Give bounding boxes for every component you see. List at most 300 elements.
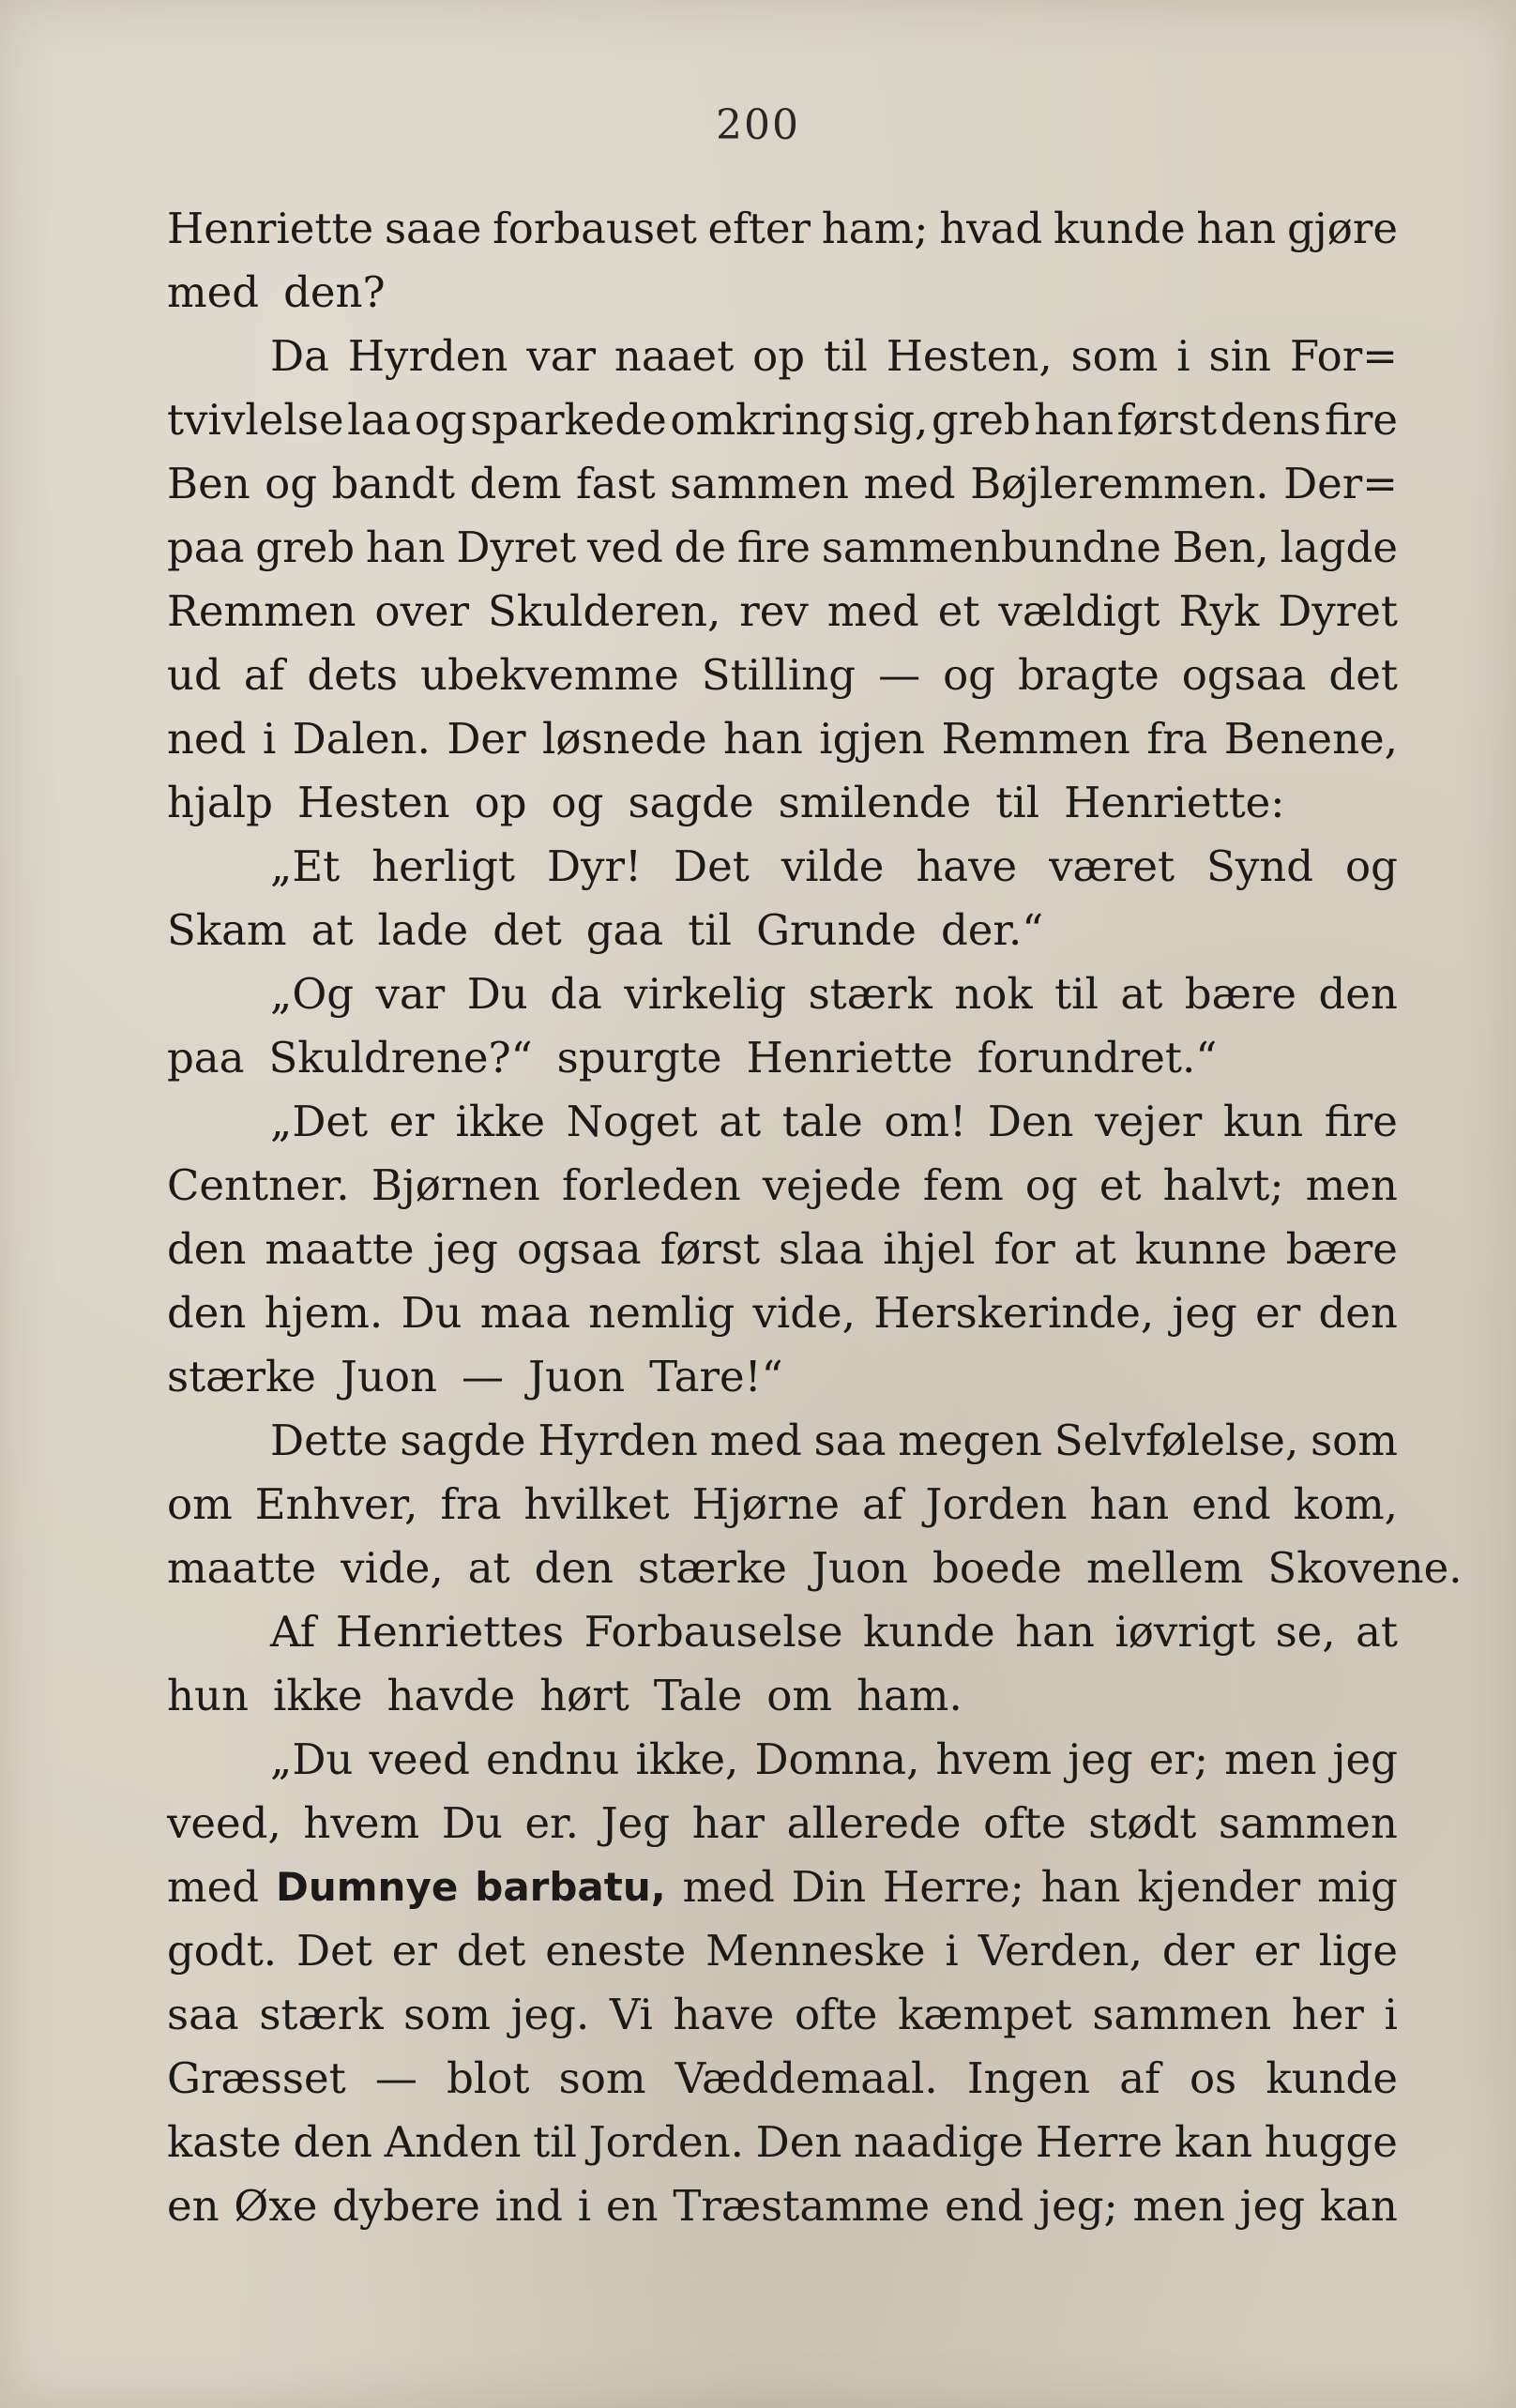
word: bragte bbox=[1018, 650, 1160, 700]
word: sparkede bbox=[470, 395, 667, 445]
word: sammen bbox=[1092, 1990, 1272, 2039]
word: først bbox=[659, 1224, 761, 1274]
word: end bbox=[944, 2181, 1024, 2231]
text-line bbox=[167, 1154, 1398, 1218]
word: Noget bbox=[566, 1097, 698, 1146]
word: ned bbox=[167, 714, 247, 764]
word: eneste bbox=[545, 1926, 687, 1976]
word: som bbox=[558, 2053, 646, 2103]
word: ofte bbox=[794, 1990, 878, 2039]
word: Ben, bbox=[1172, 522, 1269, 572]
word: Dyret bbox=[1278, 586, 1398, 636]
word: med bbox=[167, 267, 260, 317]
word: og bbox=[265, 459, 318, 508]
word: Dyret bbox=[456, 522, 577, 572]
text-line bbox=[167, 771, 1398, 835]
text-line bbox=[167, 516, 1398, 580]
word: stærk bbox=[808, 969, 932, 1019]
word: Skuldrene?“ bbox=[268, 1033, 533, 1083]
word: Det bbox=[673, 841, 750, 891]
word: Hyrden bbox=[347, 331, 508, 381]
word: stærke bbox=[638, 1543, 787, 1593]
word: sin bbox=[1208, 331, 1272, 381]
word: tvivlelse bbox=[167, 395, 344, 445]
text-line bbox=[167, 1919, 1398, 1983]
word: — bbox=[374, 2053, 417, 2103]
word: ind bbox=[494, 2181, 563, 2231]
word: kjender bbox=[1137, 1862, 1301, 1912]
word: „Og bbox=[270, 969, 355, 1019]
word: „Det bbox=[270, 1097, 369, 1146]
word: Dyr! bbox=[546, 841, 643, 891]
word: veed, bbox=[167, 1798, 281, 1848]
text-line bbox=[167, 1983, 1398, 2047]
word: i bbox=[1384, 1990, 1398, 2039]
word: — bbox=[462, 1352, 504, 1401]
word: nemlig bbox=[588, 1288, 735, 1338]
word: fire bbox=[736, 522, 811, 572]
word: et bbox=[937, 586, 980, 636]
word: Det bbox=[296, 1926, 372, 1976]
word: Tale bbox=[653, 1671, 743, 1720]
word: Den bbox=[987, 1097, 1074, 1146]
word: Græsset bbox=[167, 2053, 346, 2103]
word: til bbox=[688, 905, 733, 955]
word: veed bbox=[369, 1734, 470, 1784]
word: med bbox=[826, 586, 919, 636]
word: herligt bbox=[371, 841, 515, 891]
word: med bbox=[682, 1862, 775, 1912]
word: han bbox=[1015, 1607, 1095, 1657]
word: Du bbox=[466, 969, 528, 1019]
word: stærke bbox=[167, 1352, 316, 1401]
word: sammenbundne bbox=[821, 522, 1161, 572]
word: Verden, bbox=[978, 1926, 1143, 1976]
word: den bbox=[1318, 969, 1398, 1019]
word: Bjørnen bbox=[371, 1160, 540, 1210]
word: Øxe bbox=[234, 2181, 318, 2231]
text-line bbox=[167, 1090, 1398, 1154]
word: som bbox=[1311, 1416, 1398, 1465]
text-line bbox=[167, 1026, 1398, 1090]
word: kunde bbox=[1054, 204, 1186, 253]
word: har bbox=[691, 1798, 766, 1848]
word: maa bbox=[479, 1288, 571, 1338]
text-line bbox=[167, 899, 1398, 962]
word: Din bbox=[791, 1862, 867, 1912]
word: stærk bbox=[259, 1990, 384, 2039]
word: at bbox=[311, 905, 354, 955]
text-line bbox=[167, 2047, 1398, 2111]
word: er; bbox=[1148, 1734, 1209, 1784]
word: og bbox=[551, 778, 604, 827]
text-line bbox=[167, 1345, 1398, 1409]
word: ham; bbox=[821, 204, 929, 253]
word: Der= bbox=[1283, 459, 1398, 508]
word: Herre; bbox=[883, 1862, 1024, 1912]
text-line bbox=[167, 261, 1398, 325]
word: mig bbox=[1317, 1862, 1398, 1912]
word: Benene, bbox=[1223, 714, 1398, 764]
word: Remmen bbox=[941, 714, 1130, 764]
word: ogsaa bbox=[516, 1224, 642, 1274]
word: til bbox=[1054, 969, 1099, 1019]
word: saae bbox=[384, 204, 482, 253]
word: at bbox=[719, 1097, 762, 1146]
word: om bbox=[766, 1671, 832, 1720]
text-line bbox=[167, 1855, 1398, 1919]
word: den? bbox=[283, 267, 386, 317]
word: end bbox=[1191, 1479, 1271, 1529]
word: barbatu, bbox=[475, 1864, 666, 1910]
word: til bbox=[995, 778, 1040, 827]
word: han bbox=[1040, 1862, 1121, 1912]
word: Jorden. bbox=[588, 2117, 744, 2167]
text-line bbox=[167, 325, 1398, 388]
word: vide, bbox=[752, 1288, 856, 1338]
word: Hyrden bbox=[538, 1416, 698, 1465]
word: Skulderen, bbox=[487, 586, 721, 636]
word: iøvrigt bbox=[1114, 1607, 1256, 1657]
word: saa bbox=[813, 1416, 887, 1465]
word: kun bbox=[1222, 1097, 1304, 1146]
word: været bbox=[1049, 841, 1175, 891]
word: var bbox=[526, 331, 597, 381]
word: fast bbox=[576, 459, 656, 508]
word: Den bbox=[755, 2117, 842, 2167]
word: hugge bbox=[1264, 2117, 1398, 2167]
word: ud bbox=[167, 650, 221, 700]
word: jeg bbox=[1239, 2181, 1306, 2231]
word: og bbox=[414, 395, 467, 445]
text-line bbox=[167, 1281, 1398, 1345]
word: For= bbox=[1289, 331, 1398, 381]
word: Menneske bbox=[705, 1926, 926, 1976]
word: jeg bbox=[1172, 1288, 1237, 1338]
word: bandt bbox=[331, 459, 456, 508]
word: dybere bbox=[332, 2181, 480, 2231]
word: paa bbox=[167, 1033, 245, 1083]
word: Tare!“ bbox=[649, 1352, 783, 1401]
word: Herskerinde, bbox=[873, 1288, 1155, 1338]
text-line bbox=[167, 962, 1398, 1026]
word: hvilket bbox=[523, 1479, 670, 1529]
word: Bøjleremmen. bbox=[970, 459, 1269, 508]
word: til bbox=[533, 2117, 577, 2167]
word: mellem bbox=[1086, 1543, 1244, 1593]
word: kan bbox=[1175, 2117, 1253, 2167]
text-line bbox=[167, 1600, 1398, 1664]
word: var bbox=[375, 969, 446, 1019]
word: Herre bbox=[1035, 2117, 1163, 2167]
word: et bbox=[1099, 1160, 1142, 1210]
word: dets bbox=[307, 650, 398, 700]
word: jeg bbox=[432, 1224, 498, 1274]
word: Henriette: bbox=[1064, 778, 1285, 827]
word: gjøre bbox=[1286, 204, 1398, 253]
word: den bbox=[167, 1288, 247, 1338]
word: han bbox=[365, 522, 446, 572]
word: hvad bbox=[939, 204, 1043, 253]
word: og bbox=[943, 650, 995, 700]
word: op bbox=[474, 778, 527, 827]
word: hvem bbox=[303, 1798, 420, 1848]
word: den bbox=[293, 2117, 372, 2167]
word: han bbox=[723, 714, 803, 764]
word: smilende bbox=[778, 778, 972, 827]
word: Remmen bbox=[167, 586, 356, 636]
word: med bbox=[863, 459, 956, 508]
word: Hesten bbox=[296, 778, 450, 827]
word: om bbox=[167, 1479, 233, 1529]
word: en bbox=[605, 2181, 659, 2231]
word: gaa bbox=[585, 905, 664, 955]
word: sammen bbox=[670, 459, 850, 508]
text-line bbox=[167, 2111, 1398, 2174]
text-line bbox=[167, 644, 1398, 707]
word: spurgte bbox=[556, 1033, 722, 1083]
word: megen bbox=[898, 1416, 1042, 1465]
word: lige bbox=[1318, 1926, 1398, 1976]
word: er bbox=[1255, 1288, 1301, 1338]
word: hjalp bbox=[167, 778, 273, 827]
word: Væddemaal. bbox=[675, 2053, 938, 2103]
word: paa bbox=[167, 522, 245, 572]
word: er bbox=[1253, 1926, 1299, 1976]
word: løsnede bbox=[541, 714, 707, 764]
word: og bbox=[1345, 841, 1398, 891]
word: ved bbox=[586, 522, 663, 572]
word: Centner. bbox=[167, 1160, 350, 1210]
word: til bbox=[823, 331, 868, 381]
word: vældigt bbox=[998, 586, 1160, 636]
word: stødt bbox=[1088, 1798, 1197, 1848]
word: sig, bbox=[852, 395, 929, 445]
word: jeg bbox=[1332, 1734, 1398, 1784]
word: efter bbox=[707, 204, 811, 253]
word: Skam bbox=[167, 905, 287, 955]
word: ikke, bbox=[635, 1734, 739, 1784]
word: Du bbox=[441, 1798, 503, 1848]
word: kæmpet bbox=[897, 1990, 1072, 2039]
word: Enhver, bbox=[254, 1479, 418, 1529]
word: fra bbox=[440, 1479, 502, 1529]
word: hjem. bbox=[264, 1288, 384, 1338]
word: hun bbox=[167, 1671, 249, 1720]
word: kunne bbox=[1134, 1224, 1267, 1274]
word: vejede bbox=[762, 1160, 902, 1210]
word: Hesten, bbox=[886, 331, 1053, 381]
word: hvem bbox=[935, 1734, 1053, 1784]
word: dem bbox=[469, 459, 562, 508]
word: have bbox=[916, 841, 1018, 891]
text-line bbox=[167, 2174, 1398, 2238]
word: naadige bbox=[853, 2117, 1024, 2167]
text-line bbox=[167, 452, 1398, 516]
word: Domna, bbox=[754, 1734, 920, 1784]
word: at bbox=[1356, 1607, 1398, 1657]
word: kom, bbox=[1293, 1479, 1398, 1529]
word: fra bbox=[1146, 714, 1208, 764]
word: det bbox=[493, 905, 562, 955]
word: Skovene. bbox=[1267, 1543, 1463, 1593]
word: men bbox=[1224, 1734, 1317, 1784]
word: endnu bbox=[486, 1734, 620, 1784]
word: han bbox=[1196, 204, 1277, 253]
word: dens bbox=[1220, 395, 1322, 445]
word: os bbox=[1189, 2053, 1237, 2103]
word: Jeg bbox=[600, 1798, 671, 1848]
word: boede bbox=[932, 1543, 1063, 1593]
word: ihjel bbox=[883, 1224, 976, 1274]
word: Henriette bbox=[746, 1033, 953, 1083]
word: blot bbox=[447, 2053, 530, 2103]
word: da bbox=[550, 969, 602, 1019]
word: vilde bbox=[781, 841, 885, 891]
word: lagde bbox=[1280, 522, 1398, 572]
page-number: 200 bbox=[716, 101, 800, 149]
word: at bbox=[1120, 969, 1163, 1019]
word: Juon bbox=[340, 1352, 437, 1401]
word: som bbox=[1070, 331, 1159, 381]
word: slaa bbox=[779, 1224, 865, 1274]
text-line bbox=[167, 197, 1398, 261]
word: vejer bbox=[1095, 1097, 1203, 1146]
word: kan bbox=[1319, 2181, 1398, 2231]
text-line bbox=[167, 1537, 1463, 1600]
word: af bbox=[243, 650, 285, 700]
word: med bbox=[709, 1416, 802, 1465]
word: saa bbox=[167, 1990, 239, 2039]
word: Grunde bbox=[756, 905, 917, 955]
word: Der bbox=[447, 714, 526, 764]
word: ham. bbox=[857, 1671, 963, 1720]
word: Ryk bbox=[1178, 586, 1260, 636]
word: forundret.“ bbox=[977, 1033, 1218, 1083]
word: Henriette bbox=[167, 204, 374, 253]
word: her bbox=[1291, 1990, 1364, 2039]
word: Dumnye bbox=[276, 1864, 459, 1910]
word: det bbox=[1328, 650, 1398, 700]
word: Ben bbox=[167, 459, 250, 508]
word: „Du bbox=[270, 1734, 354, 1784]
body-text bbox=[167, 197, 1463, 2238]
word: laa bbox=[347, 395, 412, 445]
word: af bbox=[1119, 2053, 1160, 2103]
word: rev bbox=[739, 586, 809, 636]
word: den bbox=[534, 1543, 614, 1593]
word: igjen bbox=[819, 714, 926, 764]
word: Jorden bbox=[925, 1479, 1068, 1529]
word: sagde bbox=[628, 778, 754, 827]
word: sagde bbox=[400, 1416, 526, 1465]
word: greb bbox=[931, 395, 1031, 445]
word: af bbox=[861, 1479, 903, 1529]
word: Da bbox=[270, 331, 329, 381]
word: op bbox=[752, 331, 806, 381]
word: Synd bbox=[1206, 841, 1314, 891]
word: den bbox=[1318, 1288, 1398, 1338]
word: bære bbox=[1184, 969, 1297, 1019]
word: lade bbox=[377, 905, 469, 955]
word: Ingen bbox=[966, 2053, 1091, 2103]
word: ofte bbox=[983, 1798, 1067, 1848]
word: om! bbox=[884, 1097, 967, 1146]
word: Af bbox=[270, 1607, 316, 1657]
word: nok bbox=[954, 969, 1033, 1019]
word: i bbox=[945, 1926, 959, 1976]
word: ikke bbox=[455, 1097, 546, 1146]
word: er. bbox=[524, 1798, 579, 1848]
word: forleden bbox=[561, 1160, 741, 1210]
text-line bbox=[167, 1218, 1398, 1281]
word: fem bbox=[922, 1160, 1004, 1210]
word: kunde bbox=[1266, 2053, 1398, 2103]
word: ikke bbox=[272, 1671, 363, 1720]
word: Du bbox=[401, 1288, 462, 1338]
word: men bbox=[1305, 1160, 1398, 1210]
word: i bbox=[1176, 331, 1190, 381]
word: Stilling bbox=[701, 650, 857, 700]
text-line bbox=[167, 1473, 1398, 1537]
text-line bbox=[167, 1664, 1398, 1728]
word: er bbox=[388, 1097, 434, 1146]
word: Juon bbox=[811, 1543, 909, 1593]
word: maatte bbox=[265, 1224, 415, 1274]
word: der.“ bbox=[940, 905, 1044, 955]
word: en bbox=[167, 2181, 220, 2231]
text-line bbox=[167, 835, 1398, 899]
word: forbauset bbox=[493, 204, 697, 253]
text-line bbox=[167, 580, 1398, 644]
word: som bbox=[403, 1990, 492, 2039]
word: først bbox=[1116, 395, 1218, 445]
word: have bbox=[673, 1990, 775, 2039]
word: Anden bbox=[384, 2117, 522, 2167]
word: med bbox=[167, 1862, 260, 1912]
word: for bbox=[993, 1224, 1055, 1274]
word: allerede bbox=[786, 1798, 962, 1848]
word: og bbox=[1024, 1160, 1078, 1210]
word: tale bbox=[781, 1097, 863, 1146]
word: den bbox=[167, 1224, 247, 1274]
word: at bbox=[1073, 1224, 1116, 1274]
word: „Et bbox=[270, 841, 341, 891]
word: det bbox=[456, 1926, 526, 1976]
word: havde bbox=[387, 1671, 516, 1720]
word: i bbox=[262, 714, 277, 764]
word: over bbox=[374, 586, 470, 636]
word: jeg bbox=[1068, 1734, 1133, 1784]
word: kunde bbox=[862, 1607, 995, 1657]
word: kaste bbox=[167, 2117, 281, 2167]
word: halvt; bbox=[1162, 1160, 1284, 1210]
word: ubekvemme bbox=[420, 650, 679, 700]
word: er bbox=[391, 1926, 437, 1976]
word: omkring bbox=[670, 395, 850, 445]
word: bære bbox=[1285, 1224, 1398, 1274]
word: Vi bbox=[609, 1990, 653, 2039]
word: naaet bbox=[614, 331, 735, 381]
word: Henriettes bbox=[335, 1607, 565, 1657]
text-line bbox=[167, 1409, 1398, 1473]
word: fire bbox=[1324, 395, 1398, 445]
word: sammen bbox=[1219, 1798, 1398, 1848]
word: virkelig bbox=[624, 969, 787, 1019]
word: Hjørne bbox=[691, 1479, 840, 1529]
word: jeg. bbox=[510, 1990, 590, 2039]
text-line bbox=[167, 1728, 1398, 1792]
